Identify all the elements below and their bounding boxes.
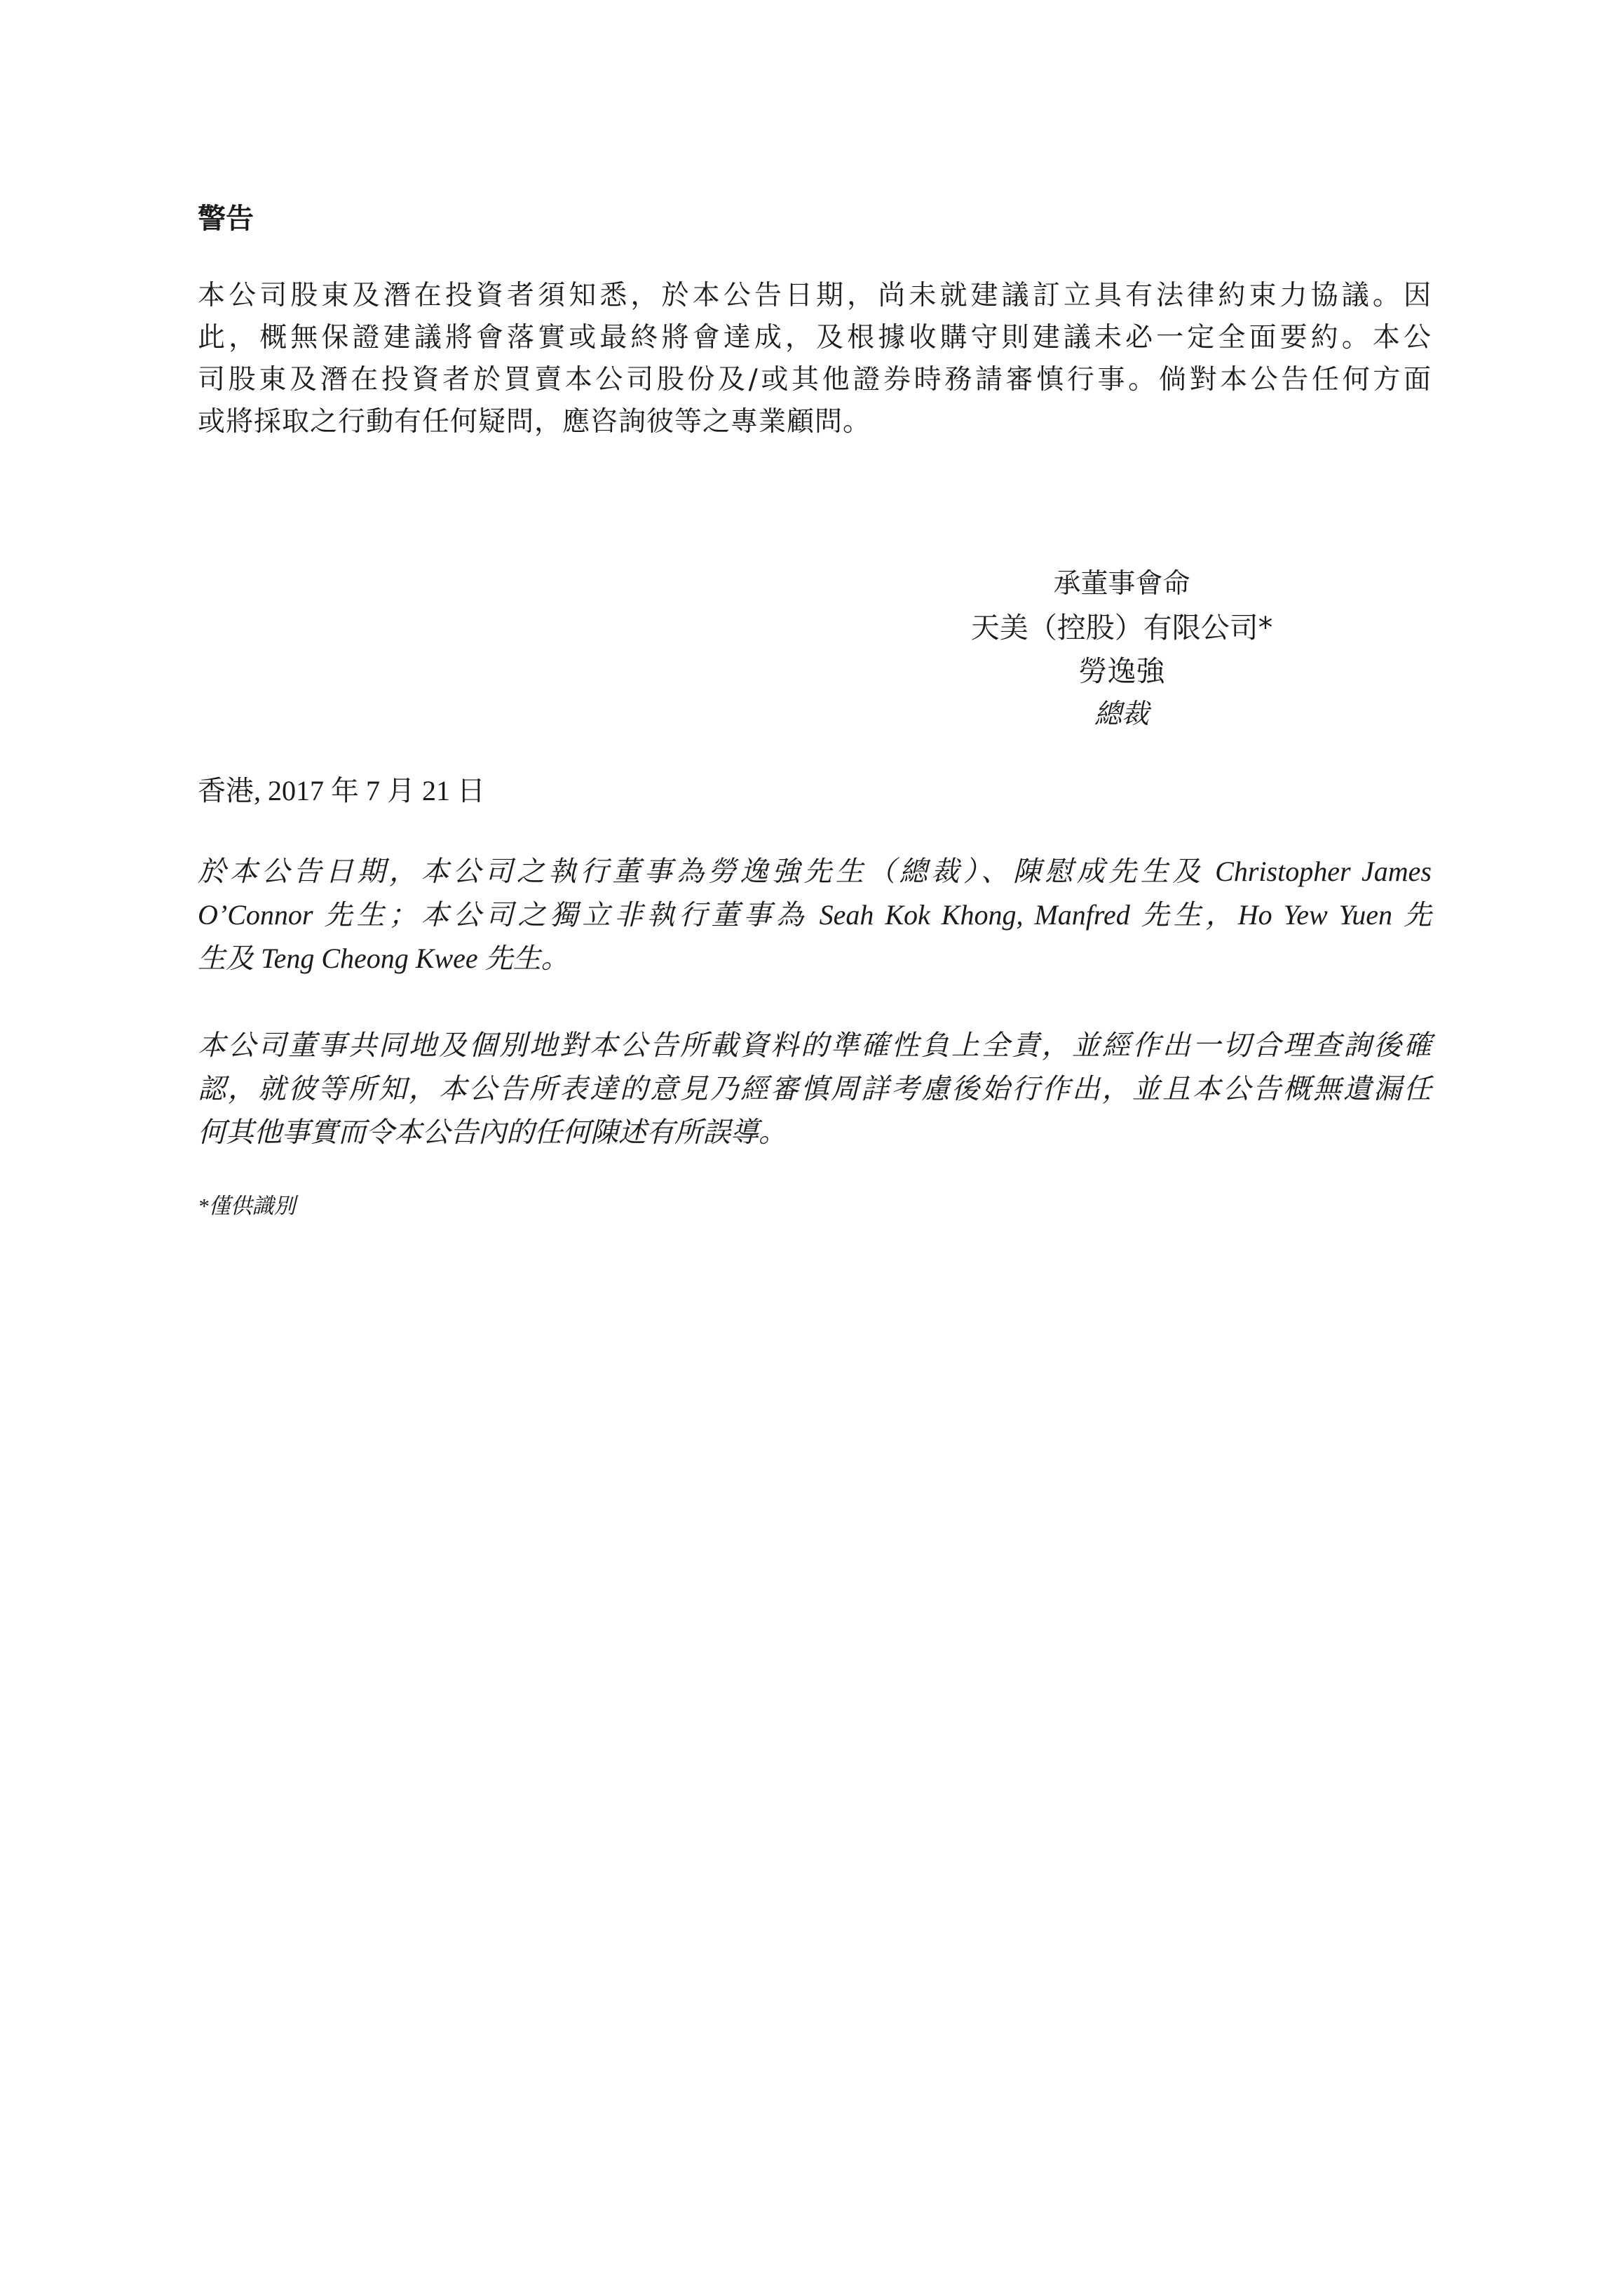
responsibility-line: 何其他事實而令本公告內的任何陳述有所誤導。 (198, 1116, 787, 1148)
responsibility-paragraph (198, 1024, 1432, 1154)
warning-line: 本公司股東及潛在投資者須知悉，於本公告日期，尚未就建議訂立具有法律約束力協議。因 (198, 280, 1432, 311)
warning-line: 此，概無保證建議將會落實或最終將會達成，及根據收購守則建議未必一定全面要約。本公 (198, 322, 1432, 353)
signoff-title (869, 693, 1374, 736)
directors-paragraph (198, 850, 1432, 980)
signoff-company-text: 天美（控股）有限公司* (970, 611, 1273, 644)
signoff-company (869, 606, 1374, 649)
directors-line: 生及 Teng Cheong Kwee 先生。 (198, 943, 569, 974)
responsibility-line: 認，就彼等所知，本公告所表達的意見乃經審慎周詳考慮後始行作出，並且本公告概無遺漏任 (198, 1073, 1432, 1105)
signoff-title-text: 總裁 (1094, 699, 1149, 729)
footnote: *僅供識別 (198, 1194, 296, 1218)
directors-line: O’Connor 先生；本公司之獨立非執行董事為 Seah Kok Khong, Manfred 先生，Ho Yew Yuen 先 (198, 899, 1432, 931)
date-line: 香港, 2017 年 7 月 21 日 (198, 775, 485, 806)
warning-line: 司股東及潛在投資者於買賣本公司股份及/或其他證券時務請審慎行事。倘對本公告任何方面 (198, 364, 1432, 396)
warning-line: 或將採取之行動有任何疑問，應咨詢彼等之專業顧問。 (198, 406, 871, 438)
signoff-by-order-text: 承董事會命 (1053, 569, 1190, 599)
warning-heading: 警告 (198, 203, 254, 235)
signoff-name (869, 649, 1374, 693)
warning-paragraph (198, 275, 1432, 443)
signoff-by-order (869, 562, 1374, 606)
responsibility-line: 本公司董事共同地及個別地對本公告所載資料的準確性負上全責，並經作出一切合理查詢後確 (198, 1029, 1432, 1061)
directors-line: 於本公告日期，本公司之執行董事為勞逸強先生（總裁）、陳慰成先生及 Christopher James (198, 856, 1432, 887)
signoff-name-text: 勞逸強 (1078, 654, 1165, 688)
